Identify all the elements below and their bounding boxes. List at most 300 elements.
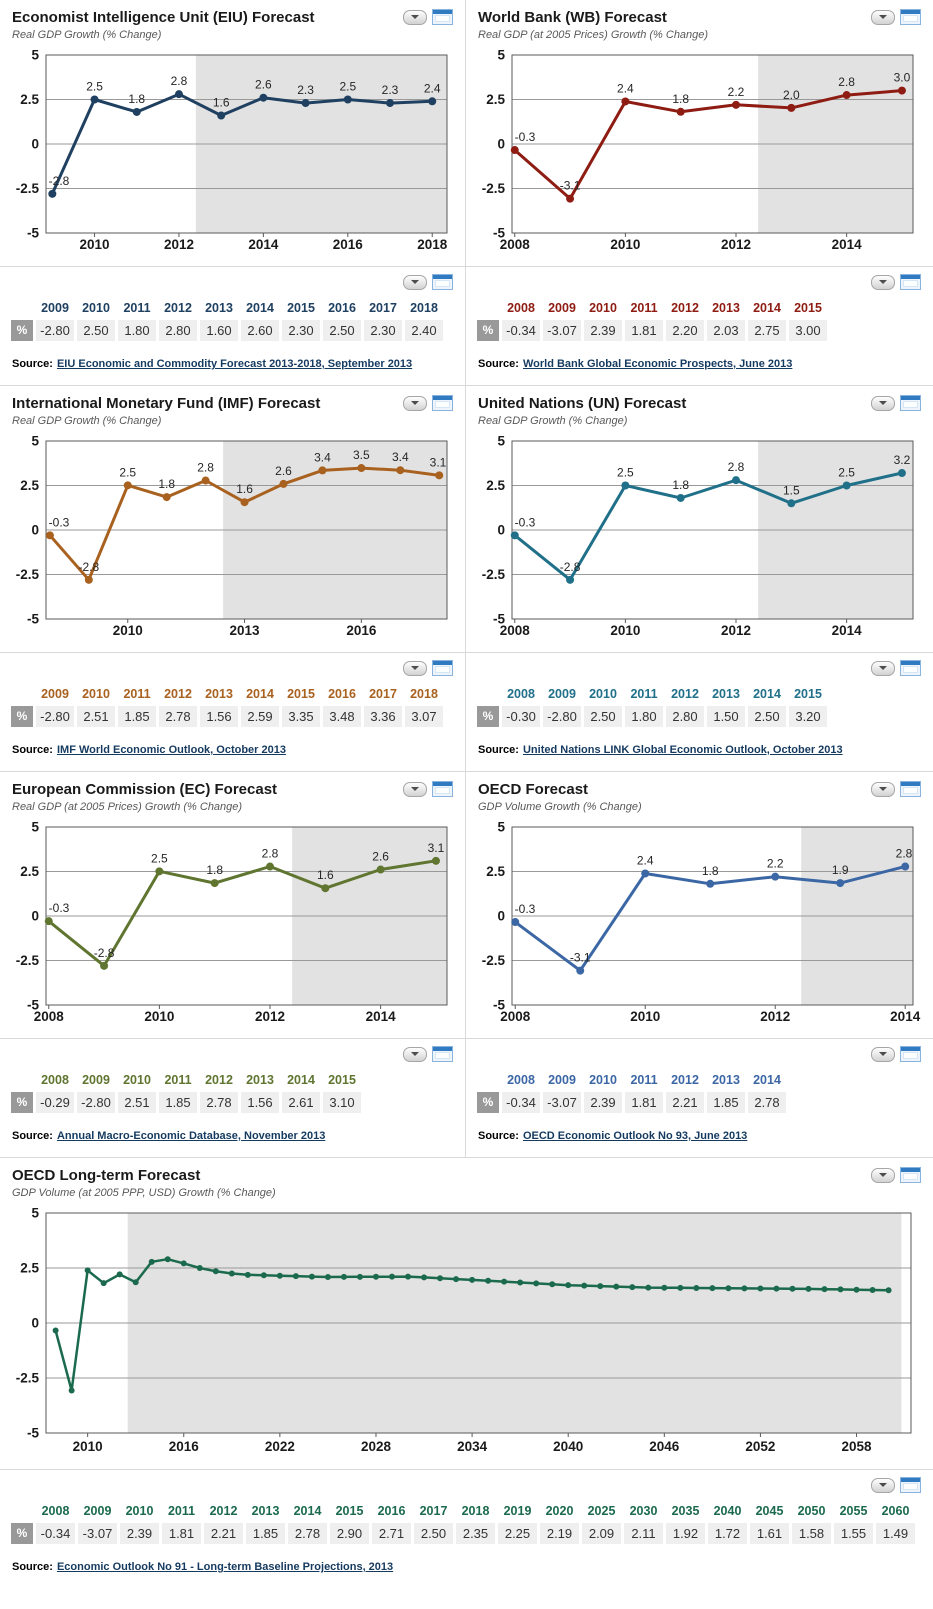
table-year-header: 2009: [41, 301, 69, 315]
point-label: 3.4: [391, 450, 409, 465]
table-year-header: 2017: [419, 1504, 448, 1518]
data-table: [476, 300, 923, 341]
y-tick-label: 0: [497, 136, 505, 152]
table-cell: -0.34: [36, 1523, 75, 1544]
data-point: [421, 1274, 427, 1280]
data-point: [293, 1273, 299, 1279]
x-tick-label: 2008: [33, 1009, 64, 1024]
open-window-icon[interactable]: [432, 395, 453, 411]
table-year-header: 2008: [41, 1073, 69, 1087]
point-label: 1.8: [206, 863, 224, 878]
data-point: [709, 1285, 715, 1291]
source-row: [476, 1122, 923, 1157]
table-year-header: 2011: [630, 301, 658, 315]
line-chart: [10, 821, 452, 1026]
data-point: [725, 1285, 731, 1291]
table-year-header: 2050: [797, 1504, 826, 1518]
line-chart: [10, 49, 452, 254]
source-link[interactable]: OECD Economic Outlook No 93, June 2013: [522, 1130, 748, 1142]
data-point: [677, 494, 685, 502]
table-cell: 3.35: [282, 706, 320, 727]
data-point: [511, 918, 519, 926]
table-year-header: 2009: [548, 1073, 576, 1087]
point-label: 3.1: [429, 455, 447, 470]
data-point: [202, 477, 210, 485]
point-label: 2.8: [261, 846, 279, 861]
table-year-header: 2018: [410, 687, 438, 701]
open-window-icon[interactable]: [432, 1046, 453, 1062]
table-year-header: 2015: [287, 687, 315, 701]
y-tick-label: 0: [497, 522, 505, 538]
table-year-header: 2013: [251, 1504, 280, 1518]
table-year-header: 2009: [83, 1504, 112, 1518]
data-point: [53, 1327, 59, 1333]
data-point: [163, 493, 171, 501]
point-label: -3.1: [559, 178, 581, 193]
table-cell: 2.50: [77, 320, 115, 341]
data-point: [787, 499, 795, 507]
dropdown-arrow-icon[interactable]: [403, 782, 427, 797]
point-label: 2.5: [838, 465, 855, 480]
source-label: Source:: [478, 1130, 519, 1142]
x-tick-label: 2012: [760, 1009, 791, 1024]
down-triangle-icon: [411, 1052, 419, 1056]
data-point: [613, 1284, 619, 1290]
x-tick-label: 2012: [254, 1009, 286, 1024]
point-label: -0.3: [514, 902, 536, 917]
data-point: [373, 1274, 379, 1280]
data-point: [149, 1259, 155, 1265]
table-year-header: 2011: [123, 301, 151, 315]
chart-section: [10, 772, 455, 1038]
table-cell: 2.59: [241, 706, 279, 727]
data-point: [566, 576, 574, 584]
table-year-header: 2014: [287, 1073, 315, 1087]
table-section: [10, 1039, 455, 1122]
chart-toolbar: [871, 781, 921, 797]
chart-section: [10, 1158, 923, 1469]
y-tick-label: 0: [31, 136, 39, 152]
source-row: [10, 350, 455, 385]
open-window-icon[interactable]: [900, 9, 921, 25]
table-year-header: 2013: [205, 301, 233, 315]
table-cell: 1.85: [159, 1092, 197, 1113]
table-cell: 2.50: [584, 706, 622, 727]
point-label: -2.8: [48, 173, 70, 188]
x-tick-label: 2014: [831, 623, 862, 638]
open-window-icon[interactable]: [432, 9, 453, 25]
table-cell: 2.80: [666, 706, 704, 727]
line-chart: [476, 819, 921, 1026]
source-link[interactable]: United Nations LINK Global Economic Outlook, October 2013: [522, 744, 843, 756]
data-point: [898, 469, 906, 477]
data-point: [133, 1279, 139, 1285]
table-year-header: 2017: [369, 301, 397, 315]
x-tick-label: 2010: [610, 237, 641, 252]
data-point: [277, 1273, 283, 1279]
x-tick-label: 2013: [229, 623, 260, 638]
data-point: [741, 1285, 747, 1291]
table-year-header: 2015: [328, 1073, 356, 1087]
table-corner-spacer: [11, 1072, 33, 1089]
forecast-panel: [466, 0, 933, 386]
dropdown-arrow-icon[interactable]: [871, 1047, 895, 1062]
table-year-header: 2015: [794, 301, 822, 315]
table-toolbar: [10, 1477, 923, 1493]
dropdown-arrow-icon[interactable]: [871, 782, 895, 797]
y-tick-label: -5: [26, 225, 39, 241]
data-point: [469, 1277, 475, 1283]
table-cell: 1.60: [200, 320, 238, 341]
chart-section: [476, 0, 923, 266]
dropdown-arrow-icon[interactable]: [403, 396, 427, 411]
data-point: [211, 879, 219, 887]
table-toolbar: [476, 274, 923, 290]
table-cell: 1.85: [118, 706, 156, 727]
y-tick-label: -2.5: [15, 953, 39, 968]
x-tick-label: 2046: [649, 1439, 680, 1454]
y-tick-label: -5: [26, 1425, 39, 1441]
table-cell: 2.71: [372, 1523, 411, 1544]
chart-subtitle: Real GDP Growth (% Change): [12, 415, 162, 427]
data-point: [511, 531, 519, 539]
chart-section: [476, 772, 923, 1038]
chart-title: International Monetary Fund (IMF) Forecast: [12, 395, 321, 412]
data-point: [321, 884, 329, 892]
x-tick-label: 2010: [144, 1009, 175, 1024]
table-year-header: 2009: [82, 1073, 110, 1087]
data-point: [437, 1275, 443, 1281]
table-section: [10, 653, 455, 736]
table-cell: 1.72: [708, 1523, 747, 1544]
data-point: [566, 195, 574, 203]
source-link[interactable]: Annual Macro-Economic Database, November 2013: [56, 1130, 326, 1142]
data-point: [901, 863, 909, 871]
data-point: [165, 1256, 171, 1262]
y-tick-label: -2.5: [15, 1370, 39, 1386]
point-label: 2.3: [381, 83, 399, 98]
down-triangle-icon: [879, 787, 887, 791]
y-tick-label: 0: [31, 908, 39, 924]
table-cell: 2.51: [118, 1092, 156, 1113]
data-point: [621, 482, 629, 490]
table-section: [476, 267, 923, 350]
x-tick-label: 2008: [499, 237, 530, 252]
down-triangle-icon: [411, 787, 419, 791]
source-label: Source:: [12, 1561, 53, 1573]
data-point: [898, 87, 906, 95]
chart-subtitle: Real GDP Growth (% Change): [478, 415, 628, 427]
table-cell: 2.39: [120, 1523, 159, 1544]
point-label: 1.8: [128, 91, 146, 106]
data-point: [100, 962, 108, 970]
open-window-icon[interactable]: [900, 781, 921, 797]
table-corner-spacer: [477, 300, 499, 317]
data-point: [773, 1286, 779, 1292]
table-year-header: 2016: [328, 687, 356, 701]
data-point: [836, 879, 844, 887]
point-label: -0.3: [514, 130, 536, 145]
data-point: [501, 1279, 507, 1285]
open-window-icon[interactable]: [900, 395, 921, 411]
line-chart: [476, 435, 918, 640]
source-label: Source:: [12, 744, 53, 756]
data-point: [389, 1274, 395, 1280]
source-link[interactable]: IMF World Economic Outlook, October 2013: [56, 744, 286, 756]
table-year-header: 2015: [335, 1504, 364, 1518]
dropdown-arrow-icon[interactable]: [871, 275, 895, 290]
data-point: [629, 1284, 635, 1290]
down-triangle-icon: [411, 280, 419, 284]
table-corner-spacer: [11, 686, 33, 703]
source-row: [10, 1553, 923, 1588]
data-point: [213, 1268, 219, 1274]
point-label: -0.3: [48, 515, 70, 530]
table-year-header: 2040: [713, 1504, 742, 1518]
open-window-icon[interactable]: [432, 660, 453, 676]
x-tick-label: 2014: [365, 1009, 396, 1024]
x-tick-label: 2014: [890, 1009, 921, 1024]
data-point: [266, 863, 274, 871]
data-table: [476, 1072, 923, 1113]
point-label: 1.8: [158, 477, 176, 492]
chart-subtitle: Real GDP (at 2005 Prices) Growth (% Change): [478, 29, 709, 41]
point-label: 2.2: [727, 84, 745, 99]
table-cell: 1.80: [625, 706, 663, 727]
data-point: [645, 1285, 651, 1291]
down-triangle-icon: [879, 1052, 887, 1056]
dropdown-arrow-icon[interactable]: [403, 1047, 427, 1062]
table-cell: -2.80: [36, 706, 74, 727]
table-year-header: 2012: [205, 1073, 233, 1087]
data-point: [597, 1283, 603, 1289]
table-year-header: 2014: [246, 687, 274, 701]
dropdown-arrow-icon[interactable]: [871, 1478, 895, 1493]
table-row-label: %: [11, 706, 33, 727]
data-point: [789, 1286, 795, 1292]
open-window-icon[interactable]: [432, 781, 453, 797]
point-label: -2.8: [559, 559, 581, 574]
table-year-header: 2035: [671, 1504, 700, 1518]
data-point: [396, 466, 404, 474]
table-year-header: 2013: [712, 301, 740, 315]
data-point: [133, 108, 141, 116]
table-year-header: 2055: [839, 1504, 868, 1518]
forecast-panel: [466, 386, 933, 772]
point-label: -3.1: [569, 950, 591, 965]
table-year-header: 2008: [41, 1504, 70, 1518]
table-cell: 2.20: [666, 320, 704, 341]
table-year-header: 2013: [712, 1073, 740, 1087]
data-table: [10, 300, 455, 341]
table-cell: 2.51: [77, 706, 115, 727]
table-row-label: %: [477, 1092, 499, 1113]
table-year-header: 2010: [82, 687, 110, 701]
source-link[interactable]: World Bank Global Economic Prospects, June 2013: [522, 358, 793, 370]
table-cell: 2.80: [159, 320, 197, 341]
down-triangle-icon: [879, 666, 887, 670]
data-point: [279, 480, 287, 488]
table-year-header: 2014: [246, 301, 274, 315]
table-cell: -3.07: [78, 1523, 117, 1544]
point-label: 3.1: [427, 840, 445, 855]
table-row-label: %: [477, 320, 499, 341]
open-window-icon[interactable]: [432, 274, 453, 290]
data-point: [432, 857, 440, 865]
x-tick-label: 2052: [745, 1439, 776, 1454]
data-point: [386, 99, 394, 107]
point-label: 2.8: [838, 75, 855, 90]
table-cell: 1.81: [625, 320, 663, 341]
open-window-icon[interactable]: [900, 1046, 921, 1062]
line-chart: [10, 435, 452, 640]
data-point: [117, 1271, 123, 1277]
table-year-header: 2012: [209, 1504, 238, 1518]
point-label: -0.3: [514, 515, 536, 530]
y-tick-label: -5: [492, 611, 505, 627]
table-year-header: 2015: [287, 301, 315, 315]
table-cell: -0.30: [502, 706, 540, 727]
data-point: [757, 1286, 763, 1292]
data-table: [10, 1503, 923, 1544]
table-cell: 3.00: [789, 320, 827, 341]
table-year-header: 2008: [507, 1073, 535, 1087]
table-cell: 2.40: [405, 320, 443, 341]
x-tick-label: 2022: [264, 1439, 295, 1454]
down-triangle-icon: [411, 15, 419, 19]
table-toolbar: [10, 1046, 455, 1062]
table-cell: 2.30: [364, 320, 402, 341]
data-point: [870, 1287, 876, 1293]
point-label: 2.0: [782, 87, 800, 102]
table-year-header: 2011: [164, 1073, 192, 1087]
y-tick-label: 2.5: [486, 864, 505, 879]
point-label: 1.6: [316, 868, 334, 883]
dropdown-arrow-icon[interactable]: [403, 661, 427, 676]
chart-toolbar: [871, 395, 921, 411]
table-year-header: 2045: [755, 1504, 784, 1518]
data-point: [45, 917, 53, 925]
table-cell: -2.80: [77, 1092, 115, 1113]
data-point: [565, 1282, 571, 1288]
table-cell: 2.03: [707, 320, 745, 341]
table-year-header: 2010: [589, 1073, 617, 1087]
table-cell: 1.61: [750, 1523, 789, 1544]
y-tick-label: 5: [497, 819, 505, 835]
data-point: [805, 1286, 811, 1292]
point-label: -2.8: [78, 559, 100, 574]
table-cell: 3.36: [364, 706, 402, 727]
data-point: [155, 867, 163, 875]
y-tick-label: -2.5: [481, 567, 505, 582]
chart-toolbar: [871, 9, 921, 25]
open-window-icon[interactable]: [900, 1477, 921, 1493]
chart-title: World Bank (WB) Forecast: [478, 9, 667, 26]
table-year-header: 2013: [712, 687, 740, 701]
table-cell: -0.34: [502, 1092, 540, 1113]
table-cell: 2.78: [288, 1523, 327, 1544]
source-link[interactable]: Economic Outlook No 91 - Long-term Baseline Projections, 2013: [56, 1561, 394, 1573]
table-cell: 2.19: [540, 1523, 579, 1544]
x-tick-label: 2008: [500, 1009, 531, 1024]
dropdown-arrow-icon[interactable]: [871, 10, 895, 25]
open-window-icon[interactable]: [900, 660, 921, 676]
table-cell: 2.11: [624, 1523, 663, 1544]
dropdown-arrow-icon[interactable]: [871, 396, 895, 411]
y-tick-label: 5: [31, 433, 39, 449]
data-point: [485, 1278, 491, 1284]
dropdown-arrow-icon[interactable]: [871, 1168, 895, 1183]
x-tick-label: 2040: [553, 1439, 584, 1454]
table-cell: 1.49: [876, 1523, 915, 1544]
data-point: [428, 97, 436, 105]
y-tick-label: 5: [31, 819, 39, 835]
dropdown-arrow-icon[interactable]: [403, 275, 427, 290]
chart-section: [10, 0, 455, 266]
chart-subtitle: Real GDP (at 2005 Prices) Growth (% Change): [12, 801, 243, 813]
table-cell: 2.78: [748, 1092, 786, 1113]
table-cell: 2.78: [200, 1092, 238, 1113]
x-tick-label: 2034: [457, 1439, 488, 1454]
data-point: [302, 99, 310, 107]
table-year-header: 2019: [503, 1504, 532, 1518]
forecast-panel: [466, 772, 933, 1158]
y-tick-label: 2.5: [486, 92, 505, 107]
point-label: 1.5: [782, 483, 800, 498]
data-point: [576, 967, 584, 975]
source-label: Source:: [478, 358, 519, 370]
table-cell: 3.07: [405, 706, 443, 727]
data-point: [854, 1287, 860, 1293]
table-year-header: 2011: [123, 687, 151, 701]
table-cell: -2.80: [36, 320, 74, 341]
table-year-header: 2009: [548, 301, 576, 315]
dropdown-arrow-icon[interactable]: [403, 10, 427, 25]
y-tick-label: 5: [497, 47, 505, 63]
source-link[interactable]: EIU Economic and Commodity Forecast 2013-2018, September 2013: [56, 358, 413, 370]
chart-subtitle: GDP Volume Growth (% Change): [478, 801, 642, 813]
table-year-header: 2016: [328, 301, 356, 315]
table-year-header: 2011: [630, 687, 658, 701]
table-cell: 2.90: [330, 1523, 369, 1544]
table-cell: 1.81: [625, 1092, 663, 1113]
data-point: [124, 481, 132, 489]
point-label: 2.3: [297, 83, 314, 98]
table-cell: 1.92: [666, 1523, 705, 1544]
data-point: [843, 482, 851, 490]
point-label: 3.5: [353, 448, 370, 463]
table-cell: 3.20: [789, 706, 827, 727]
open-window-icon[interactable]: [900, 1167, 921, 1183]
point-label: 1.8: [672, 477, 690, 492]
open-window-icon[interactable]: [900, 274, 921, 290]
table-cell: 2.78: [159, 706, 197, 727]
table-year-header: 2009: [41, 687, 69, 701]
line-chart: [10, 1207, 919, 1457]
y-tick-label: -2.5: [481, 181, 505, 196]
data-point: [581, 1283, 587, 1289]
dropdown-arrow-icon[interactable]: [871, 661, 895, 676]
data-point: [48, 190, 56, 198]
table-year-header: 2014: [753, 301, 781, 315]
data-point: [261, 1272, 267, 1278]
table-year-header: 2009: [548, 687, 576, 701]
point-label: 2.5: [151, 851, 168, 866]
table-cell: 2.50: [748, 706, 786, 727]
data-point: [661, 1285, 667, 1291]
data-point: [435, 471, 443, 479]
down-triangle-icon: [879, 1483, 887, 1487]
